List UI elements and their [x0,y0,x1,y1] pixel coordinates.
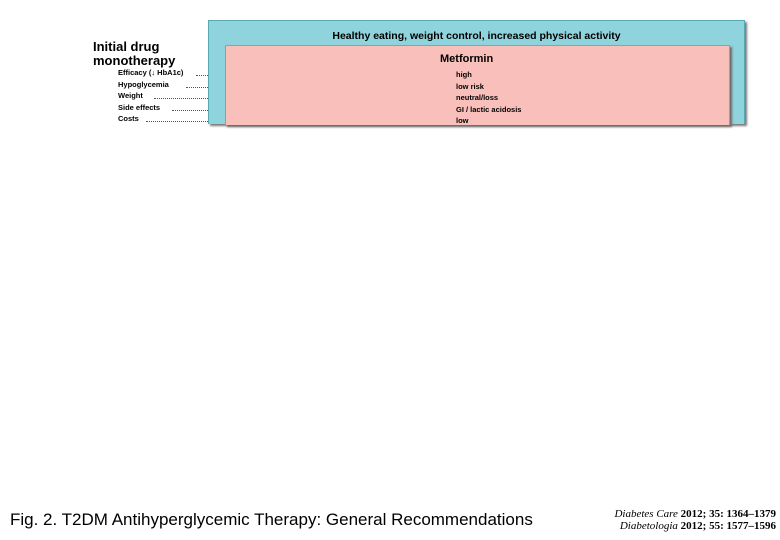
reference-diabetologia [600,520,776,532]
metformin-costs-value: low [456,116,469,125]
row-label-side-effects: Side effects [118,103,161,112]
references [600,508,776,532]
initial-drug-monotherapy-title [93,40,203,68]
metformin-weight-value: neutral/loss [456,93,499,102]
row-label-efficacy: Efficacy (↓ HbA1c) [118,68,184,77]
lifestyle-box [208,20,745,124]
row-label-costs: Costs [118,114,139,123]
metformin-title: Metformin [440,53,494,65]
title-line-2: monotherapy [93,53,176,68]
metformin-side-effects-value: GI / lactic acidosis [456,105,522,114]
reference-citation: 2012; 35: 1364–1379 [677,508,776,520]
metformin-efficacy-value: high [456,70,472,79]
metformin-hypoglycemia-value: low risk [456,82,484,91]
reference-citation: 2012; 55: 1577–1596 [677,520,776,532]
row-label-hypoglycemia: Hypoglycemia [118,80,169,89]
lifestyle-box-title: Healthy eating, weight control, increased physical activity [332,30,621,42]
reference-journal: Diabetes Care [614,508,678,520]
figure-caption: Fig. 2. T2DM Antihyperglycemic Therapy: General Recommendations [10,510,533,529]
reference-diabetes-care [600,508,776,520]
row-label-weight: Weight [118,91,143,100]
title-line-1: Initial drug [93,39,160,54]
reference-journal: Diabetologia [619,520,678,532]
metformin-box [225,45,730,125]
